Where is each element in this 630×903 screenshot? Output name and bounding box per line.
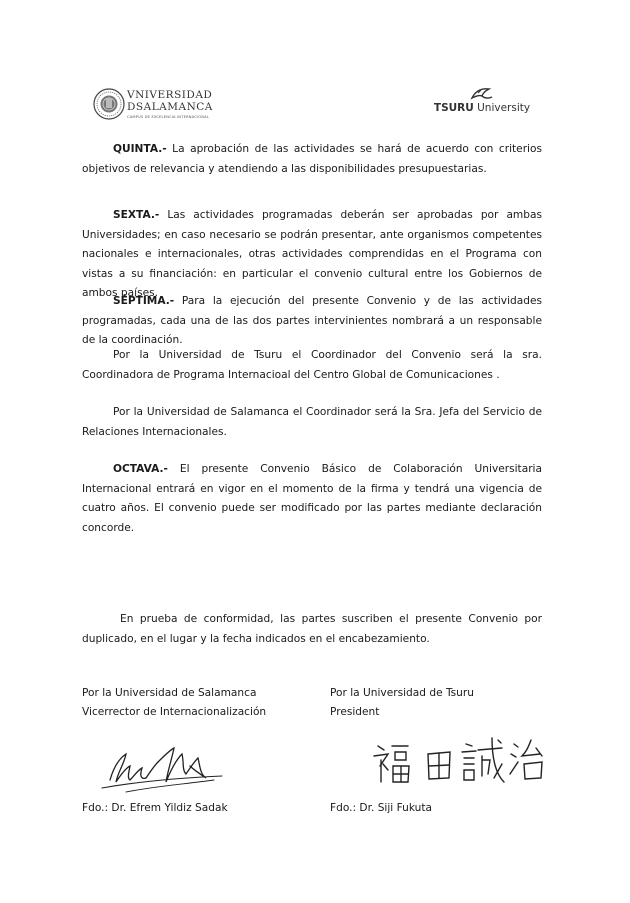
clause-text: El presente Convenio Básico de Colaboración Universitaria Internacional entrará en vigor en el momento de la firma y tendrá una vigencia de cuatro años. El convenio puede ser modificado por las partes mediante declaración concorde. (82, 463, 542, 534)
signatory-right-title: President (330, 706, 380, 718)
usal-logo-line2: DSALAMANCA (127, 101, 213, 113)
clause-text: La aprobación de las actividades se hará de acuerdo con criterios objetivos de relevancia y atendiendo a las disponibilidades presupuestarias. (82, 143, 542, 175)
usal-logo-line3: CAMPUS DE EXCELENCIA INTERNACIONAL (127, 115, 209, 119)
clause-septima (82, 292, 542, 351)
clause-sexta (82, 206, 542, 304)
clause-lead: SÉPTIMA.- (113, 295, 175, 307)
signatory-left-institution: Por la Universidad de Salamanca (82, 687, 257, 699)
crane-icon (469, 86, 495, 102)
paragraph-text: Por la Universidad de Tsuru el Coordinador del Convenio será la sra. Coordinadora de Programa Internacioal del Centro Global de Comunicaciones . (82, 349, 542, 381)
signatory-left-title: Vicerrector de Internacionalización (82, 706, 267, 718)
tsuru-wordmark-rest: University (473, 102, 531, 114)
clause-text: Las actividades programadas deberán ser aprobadas por ambas Universidades; en caso necesario se podrán presentar, ante organismos competentes nacionales e internacionales, otras actividades comprendidas en el Programa con vistas a su financiación: en particular el convenio cultural entre los Gobiernos de ambos países. (82, 209, 542, 299)
usal-seal-icon (93, 88, 125, 120)
closing-paragraph (82, 610, 542, 649)
tsuru-wordmark-bold: TSURU (433, 102, 474, 114)
clause-lead: OCTAVA.- (113, 463, 168, 475)
usal-logo-line1: VNIVERSIDAD (127, 89, 213, 101)
clause-text: Para la ejecución del presente Convenio y de las actividades programadas, cada una de las dos partes intervinientes nombrará a un responsable de la coordinación. (82, 295, 542, 346)
signature-efrem-yildiz (96, 736, 226, 796)
coordinator-salamanca-paragraph (82, 403, 542, 442)
clause-lead: SEXTA.- (113, 209, 160, 221)
clause-lead: QUINTA.- (113, 143, 167, 155)
signatory-right-institution: Por la Universidad de Tsuru (330, 687, 474, 699)
signatory-right-signed-name: Fdo.: Dr. Siji Fukuta (330, 802, 433, 814)
closing-text: En prueba de conformidad, las partes suscriben el presente Convenio por duplicado, en el lugar y la fecha indicados en el encabezamiento. (82, 613, 542, 645)
coordinator-tsuru-paragraph (82, 346, 542, 385)
clause-quinta (82, 140, 542, 179)
signature-siji-fukuta (368, 730, 548, 792)
usal-logo (93, 86, 213, 122)
clause-octava (82, 460, 542, 538)
tsuru-logo (432, 86, 532, 120)
signatory-left-signed-name: Fdo.: Dr. Efrem Yildiz Sadak (82, 802, 228, 814)
paragraph-text: Por la Universidad de Salamanca el Coordinador será la Sra. Jefa del Servicio de Relaciones Internacionales. (82, 406, 542, 438)
tsuru-wordmark (432, 102, 532, 114)
